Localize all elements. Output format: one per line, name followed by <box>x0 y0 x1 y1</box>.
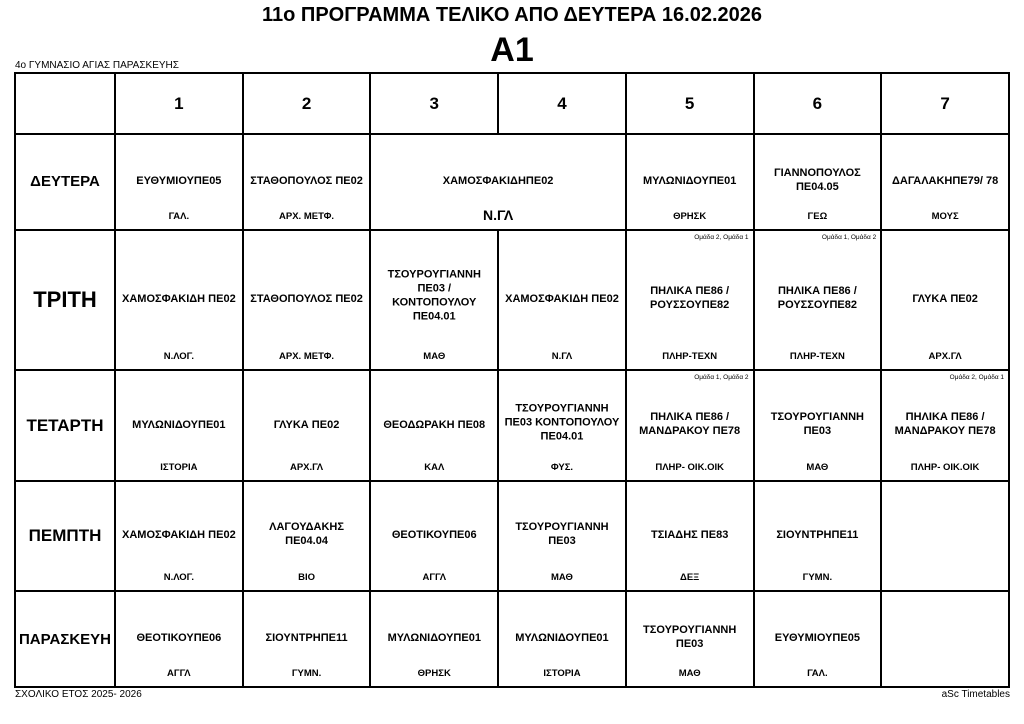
teacher-name: ΧΑΜΟΣΦΑΚΙΔΗ ΠΕ02 <box>122 292 236 305</box>
lesson-cell <box>115 134 243 230</box>
teacher-name: ΓΛΥΚΑ ΠΕ02 <box>912 292 978 305</box>
teacher-name: ΜΥΛΩΝΙΔΟΥΠΕ01 <box>515 632 609 645</box>
teacher-name: ΧΑΜΟΣΦΑΚΙΔΗ ΠΕ02 <box>505 292 619 305</box>
lesson-cell <box>243 134 371 230</box>
school-year: ΣΧΟΛΙΚΟ ΕΤΟΣ 2025- 2026 <box>15 689 142 700</box>
class-name: Α1 <box>490 31 534 69</box>
lesson-cell <box>115 370 243 481</box>
subject-name: ΠΛΗΡ- ΟΙΚ.ΟΙΚ <box>910 461 980 473</box>
subject-name: Ν.ΓΛ <box>482 206 514 223</box>
subject-name: ΘΡΗΣΚ <box>417 668 451 679</box>
period-header: 1 <box>115 73 243 134</box>
teacher-name: ΠΗΛΙΚΑ ΠΕ86 / ΜΑΝΔΡΑΚΟΥ ΠΕ78 <box>639 410 741 437</box>
subject-name: ΜΑΘ <box>678 668 701 679</box>
group-label: Ομάδα 1, Ομάδα 2 <box>694 374 749 382</box>
subject-name: ΓΕΩ <box>807 210 828 222</box>
subject-name: ΑΡΧ.ΓΛ <box>928 351 962 363</box>
teacher-name: ΧΑΜΟΣΦΑΚΙΔΗΠΕ02 <box>442 174 554 187</box>
lesson-cell-double <box>370 134 625 230</box>
lesson-cell <box>626 591 754 687</box>
subject-name: ΓΑΛ. <box>168 210 190 222</box>
teacher-name: ΤΣΙΑΔΗΣ ΠΕ83 <box>650 529 729 542</box>
lesson-cell <box>754 481 882 592</box>
subject-name: ΔΕΞ <box>680 572 700 584</box>
teacher-name: ΠΗΛΙΚΑ ΠΕ86 / ΡΟΥΣΣΟΥΠΕ82 <box>777 284 857 311</box>
teacher-name: ΜΥΛΩΝΙΔΟΥΠΕ01 <box>642 174 737 187</box>
group-label: Ομάδα 2, Ομάδα 1 <box>694 233 749 241</box>
subject-name: ΓΥΜΝ. <box>802 572 833 584</box>
teacher-name: ΠΗΛΙΚΑ ΠΕ86 / ΡΟΥΣΣΟΥΠΕ82 <box>650 284 730 311</box>
generator-credit: aSc Timetables <box>941 689 1010 700</box>
lesson-cell <box>754 134 882 230</box>
teacher-name: ΤΣΟΥΡΟΥΓΙΑΝΝΗ ΠΕ03 <box>770 410 864 437</box>
subject-name: ΦΥΣ. <box>550 461 574 473</box>
teacher-name: ΓΙΑΝΝΟΠΟΥΛΟΣ ΠΕ04.05 <box>773 166 861 193</box>
lesson-cell <box>115 481 243 592</box>
period-header: 5 <box>626 73 754 134</box>
subject-name: ΓΑΛ. <box>807 668 828 679</box>
teacher-name: ΓΛΥΚΑ ΠΕ02 <box>273 418 340 431</box>
teacher-name: ΕΥΘΥΜΙΟΥΠΕ05 <box>136 174 222 187</box>
subject-name: ΑΡΧ. ΜΕΤΦ. <box>279 210 335 222</box>
teacher-name: ΤΣΟΥΡΟΥΓΙΑΝΝΗ ΠΕ03 / ΚΟΝΤΟΠΟΥΛΟΥ ΠΕ04.01 <box>387 268 481 323</box>
lesson-cell <box>115 230 243 371</box>
lesson-cell <box>370 481 498 592</box>
group-label: Ομάδα 1, Ομάδα 2 <box>821 233 877 241</box>
teacher-name: ΧΑΜΟΣΦΑΚΙΔΗ ΠΕ02 <box>122 529 236 542</box>
lesson-cell <box>626 370 754 481</box>
subject-name: ΒΙΟ <box>298 572 315 584</box>
teacher-name: ΤΣΟΥΡΟΥΓΙΑΝΝΗ ΠΕ03 <box>515 520 609 547</box>
lesson-cell <box>115 591 243 687</box>
teacher-name: ΠΗΛΙΚΑ ΠΕ86 / ΜΑΝΔΡΑΚΟΥ ΠΕ78 <box>894 410 996 437</box>
teacher-name: ΔΑΓΑΛΑΚΗΠΕ79/ 78 <box>891 174 999 187</box>
subject-name: ΑΡΧ.ΓΛ <box>289 461 324 473</box>
subject-name: ΙΣΤΟΡΙΑ <box>160 461 198 473</box>
teacher-name: ΣΤΑΘΟΠΟΥΛΟΣ ΠΕ02 <box>250 292 363 305</box>
subject-name: Ν.ΛΟΓ. <box>163 351 194 363</box>
lesson-cell <box>754 591 882 687</box>
lesson-cell <box>881 134 1009 230</box>
day-label: ΤΡΙΤΗ <box>15 230 115 371</box>
day-row-wednesday <box>15 370 1009 481</box>
subject-name: ΓΥΜΝ. <box>291 668 322 679</box>
lesson-cell-empty <box>881 481 1009 592</box>
lesson-cell <box>243 591 371 687</box>
lesson-cell <box>370 591 498 687</box>
day-label: ΔΕΥΤΕΡΑ <box>15 134 115 230</box>
lesson-cell <box>626 134 754 230</box>
subject-name: ΜΑΘ <box>423 351 446 363</box>
lesson-cell <box>881 370 1009 481</box>
lesson-cell-empty <box>881 591 1009 687</box>
subject-name: ΜΑΘ <box>806 461 829 473</box>
subject-name: ΑΓΓΛ <box>422 572 447 584</box>
lesson-cell <box>754 230 882 371</box>
teacher-name: ΘΕΟΔΩΡΑΚΗ ΠΕ08 <box>383 418 486 431</box>
period-header: 7 <box>881 73 1009 134</box>
subject-name: Ν.ΓΛ <box>551 351 573 363</box>
teacher-name: ΣΙΟΥΝΤΡΗΠΕ11 <box>776 529 859 542</box>
day-row-friday <box>15 591 1009 687</box>
day-label: ΠΕΜΠΤΗ <box>15 481 115 592</box>
period-header: 4 <box>498 73 626 134</box>
subject-name: ΠΛΗΡ-ΤΕΧΝ <box>789 351 845 363</box>
teacher-name: ΘΕΟΤΙΚΟΥΠΕ06 <box>136 632 222 645</box>
day-row-monday <box>15 134 1009 230</box>
lesson-cell <box>626 481 754 592</box>
subject-name: ΑΓΓΛ <box>167 668 191 679</box>
lesson-cell <box>370 370 498 481</box>
subject-name: ΠΛΗΡ-ΤΕΧΝ <box>662 351 718 363</box>
day-label: ΠΑΡΑΣΚΕΥΗ <box>15 591 115 687</box>
teacher-name: ΜΥΛΩΝΙΔΟΥΠΕ01 <box>132 418 226 431</box>
subject-name: ΑΡΧ. ΜΕΤΦ. <box>279 351 335 363</box>
subject-name: ΜΟΥΣ <box>931 210 959 222</box>
lesson-cell <box>881 230 1009 371</box>
corner-cell <box>15 73 115 134</box>
lesson-cell <box>498 591 626 687</box>
subject-name: ΚΑΛ <box>424 461 445 473</box>
period-header: 6 <box>754 73 882 134</box>
teacher-name: ΤΣΟΥΡΟΥΓΙΑΝΝΗ ΠΕ03 <box>643 623 737 650</box>
teacher-name: ΜΥΛΩΝΙΔΟΥΠΕ01 <box>387 632 481 645</box>
lesson-cell <box>626 230 754 371</box>
subject-name: ΙΣΤΟΡΙΑ <box>543 668 581 679</box>
lesson-cell <box>243 481 371 592</box>
timetable-grid <box>14 72 1010 688</box>
teacher-name: ΣΤΑΘΟΠΟΥΛΟΣ ΠΕ02 <box>250 174 363 187</box>
lesson-cell <box>498 230 626 371</box>
period-header: 3 <box>370 73 498 134</box>
day-row-thursday <box>15 481 1009 592</box>
lesson-cell <box>754 370 882 481</box>
subject-name: Ν.ΛΟΓ. <box>163 572 194 584</box>
school-name: 4ο ΓΥΜΝΑΣΙΟ ΑΓΙΑΣ ΠΑΡΑΣΚΕΥΗΣ <box>15 60 179 71</box>
group-label: Ομάδα 2, Ομάδα 1 <box>949 374 1004 382</box>
teacher-name: ΤΣΟΥΡΟΥΓΙΑΝΝΗ ΠΕ03 ΚΟΝΤΟΠΟΥΛΟΥ ΠΕ04.01 <box>504 402 620 443</box>
teacher-name: ΛΑΓΟΥΔΑΚΗΣ ΠΕ04.04 <box>269 520 344 547</box>
subject-name: ΠΛΗΡ- ΟΙΚ.ΟΙΚ <box>655 461 724 473</box>
period-header-row <box>15 73 1009 134</box>
lesson-cell <box>498 481 626 592</box>
teacher-name: ΘΕΟΤΙΚΟΥΠΕ06 <box>391 529 477 542</box>
teacher-name: ΕΥΘΥΜΙΟΥΠΕ05 <box>774 632 860 645</box>
subject-name: ΘΡΗΣΚ <box>673 210 707 222</box>
teacher-name: ΣΙΟΥΝΤΡΗΠΕ11 <box>265 632 348 645</box>
lesson-cell <box>498 370 626 481</box>
lesson-cell <box>370 230 498 371</box>
lesson-cell <box>243 230 371 371</box>
subject-name: ΜΑΘ <box>551 572 573 584</box>
page-title: 11ο ΠΡΟΓΡΑΜΜΑ ΤΕΛΙΚΟ ΑΠΟ ΔΕΥΤΕΡΑ 16.02.2026 <box>261 4 763 26</box>
day-label: ΤΕΤΑΡΤΗ <box>15 370 115 481</box>
lesson-cell <box>243 370 371 481</box>
day-row-tuesday <box>15 230 1009 371</box>
period-header: 2 <box>243 73 371 134</box>
